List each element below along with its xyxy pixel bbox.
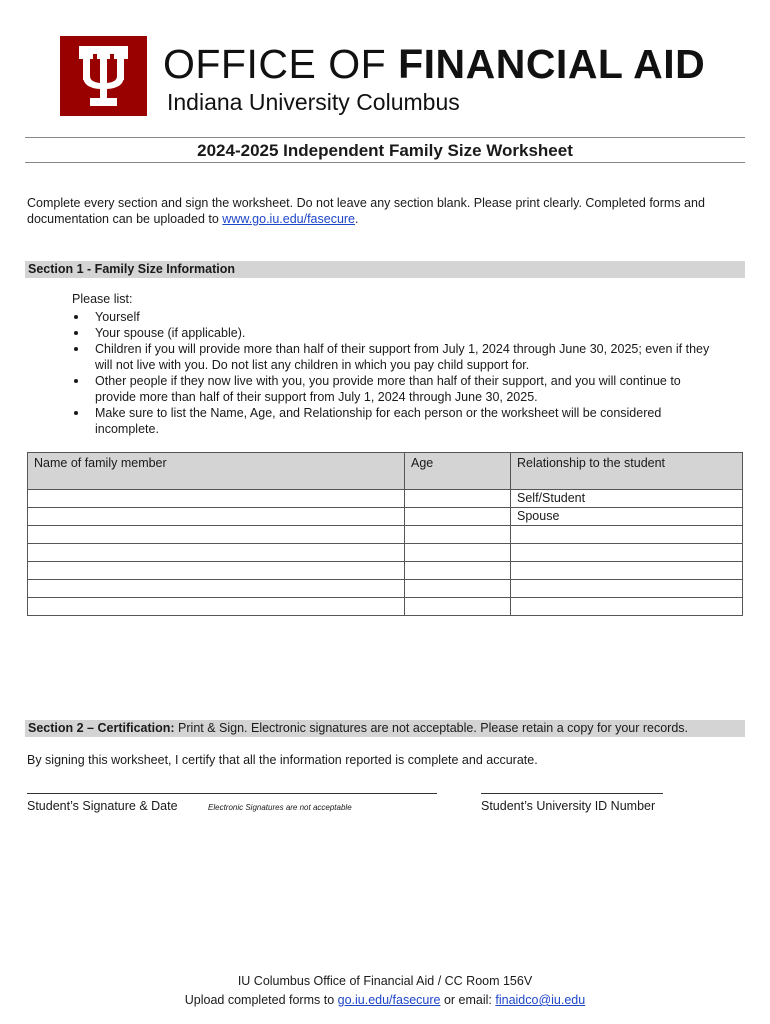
list-item-text: Your spouse (if applicable). — [95, 326, 246, 340]
fasecure-link[interactable]: www.go.iu.edu/fasecure — [222, 212, 356, 226]
name-cell[interactable] — [28, 598, 405, 616]
intro-after: . — [355, 212, 359, 226]
age-cell[interactable] — [405, 598, 511, 616]
list-item-text: Yourself — [95, 310, 140, 324]
signature-label: Student’s Signature & Date — [27, 799, 178, 813]
footer-office-line: IU Columbus Office of Financial Aid / CC Room 156V — [237, 974, 533, 988]
relationship-cell[interactable] — [511, 598, 743, 616]
relationship-cell[interactable] — [511, 562, 743, 580]
title-top-rule — [25, 137, 745, 138]
signature-line[interactable] — [27, 793, 437, 794]
signature-note: Electronic Signatures are not acceptable — [208, 803, 352, 812]
age-cell[interactable] — [405, 526, 511, 544]
section-1-heading: Section 1 - Family Size Information — [28, 262, 235, 276]
table-row — [28, 562, 743, 580]
office-title-prefix: OFFICE OF — [163, 41, 387, 87]
age-cell[interactable] — [405, 508, 511, 526]
relationship-cell[interactable] — [511, 526, 743, 544]
table-header-row — [28, 453, 743, 490]
section-2-header — [25, 720, 745, 737]
footer-email-prefix: or email: — [440, 993, 496, 1007]
relationship-cell[interactable]: Spouse — [511, 508, 743, 526]
student-id-label: Student’s University ID Number — [481, 799, 656, 813]
name-cell[interactable] — [28, 562, 405, 580]
table-row — [28, 598, 743, 616]
header-relationship: Relationship to the student — [511, 453, 743, 490]
table-row — [28, 508, 743, 526]
certification-statement: By signing this worksheet, I certify that all the information reported is complete and accurate. — [27, 753, 538, 767]
campus-name: Indiana University Columbus — [167, 89, 460, 115]
table-row — [28, 580, 743, 598]
age-cell[interactable] — [405, 490, 511, 508]
table-row — [28, 490, 743, 508]
section-2-heading-bold: Section 2 – Certification: — [28, 721, 175, 735]
footer-upload-line — [0, 991, 770, 1009]
list-item-text: Children if you will provide more than half of their support from July 1, 2024 through June 30, 2025; even if they will not live with you. Do not list any children in which you pay child support for. — [95, 342, 710, 372]
header-name: Name of family member — [28, 453, 405, 490]
age-cell[interactable] — [405, 580, 511, 598]
header-age: Age — [405, 453, 511, 490]
age-cell[interactable] — [405, 544, 511, 562]
table-row — [28, 526, 743, 544]
relationship-cell[interactable] — [511, 580, 743, 598]
page-title: 2024-2025 Independent Family Size Worksheet — [197, 141, 573, 160]
title-bottom-rule — [25, 162, 745, 163]
list-item-text: Make sure to list the Name, Age, and Relationship for each person or the worksheet will be considered incomplete. — [95, 406, 662, 436]
name-cell[interactable] — [28, 508, 405, 526]
list-item — [72, 341, 722, 373]
name-cell[interactable] — [28, 526, 405, 544]
list-item — [72, 309, 722, 325]
student-id-line[interactable] — [481, 793, 663, 794]
list-item — [72, 405, 722, 437]
list-item-text: Other people if they now live with you, you provide more than half of their support, and you will continue to provide more than half of their support from July 1, 2024 through June 30, 2025. — [95, 374, 681, 404]
age-cell[interactable] — [405, 562, 511, 580]
name-cell[interactable] — [28, 490, 405, 508]
section-1-header — [25, 261, 745, 278]
relationship-cell[interactable]: Self/Student — [511, 490, 743, 508]
instructions-list — [72, 309, 722, 437]
footer-upload-prefix: Upload completed forms to — [184, 993, 338, 1007]
iu-trident-logo — [60, 36, 147, 116]
list-item — [72, 325, 722, 341]
intro-text: Complete every section and sign the worksheet. Do not leave any section blank. Please print clearly. Completed forms and documentation can be uploaded to — [27, 196, 705, 226]
office-title-bold: FINANCIAL AID — [398, 41, 706, 87]
please-list-label: Please list: — [72, 292, 133, 306]
section-2-heading-rest: Print & Sign. Electronic signatures are not acceptable. Please retain a copy for your records. — [174, 721, 689, 735]
intro-paragraph — [27, 195, 745, 227]
family-members-table — [27, 452, 743, 616]
relationship-cell[interactable] — [511, 544, 743, 562]
name-cell[interactable] — [28, 544, 405, 562]
name-cell[interactable] — [28, 580, 405, 598]
footer-fasecure-link[interactable]: go.iu.edu/fasecure — [337, 993, 441, 1007]
footer-email-link[interactable]: finaidco@iu.edu — [495, 993, 586, 1007]
office-title — [163, 40, 705, 88]
table-row — [28, 544, 743, 562]
list-item — [72, 373, 722, 405]
